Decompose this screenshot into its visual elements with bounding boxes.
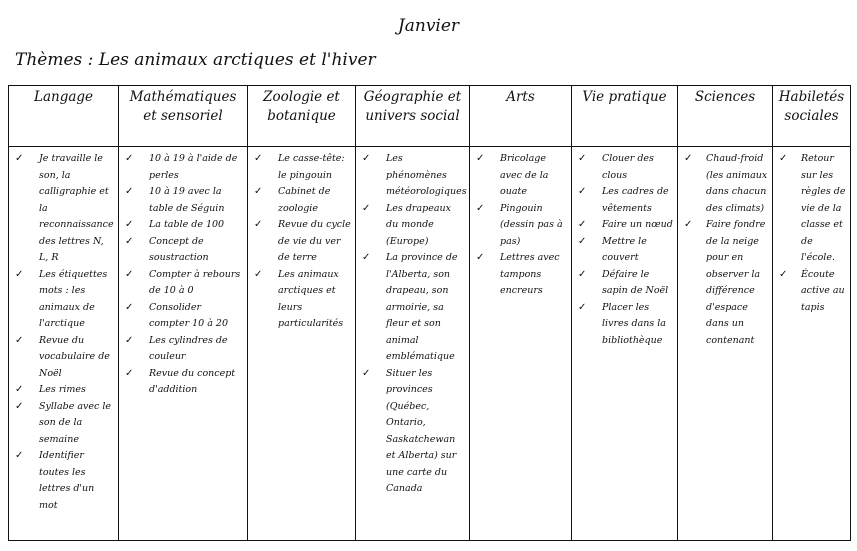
check-icon: ✓ <box>578 235 587 247</box>
list-item <box>779 151 846 267</box>
item-text: Les rimes <box>39 384 86 395</box>
list-item <box>125 267 243 300</box>
list-arts <box>476 151 567 300</box>
list-sciences <box>684 151 768 349</box>
header-langage: Langage <box>9 86 119 147</box>
item-text: Placer les livres dans la bibliothèque <box>602 301 666 346</box>
header-zoologie: Zoologie et botanique <box>248 86 356 147</box>
item-text: Cabinet de zoologie <box>278 186 331 214</box>
list-item <box>15 333 114 383</box>
check-icon: ✓ <box>476 202 485 214</box>
list-item <box>15 151 114 267</box>
item-text: Chaud-froid (les animaux dans chacun des climats) <box>706 153 768 214</box>
item-text: 10 à 19 avec la table de Séguin <box>149 186 225 214</box>
item-text: Je travaille le son, la calligraphie et la reconnaissance des lettres N, L, R <box>39 153 114 263</box>
header-geographie: Géographie et univers social <box>356 86 470 147</box>
list-item <box>362 366 465 498</box>
list-item <box>254 217 351 267</box>
item-text: La province de l'Alberta, son drapeau, son armoirie, sa fleur et son animal emblématique <box>386 252 458 362</box>
list-item <box>125 151 243 184</box>
cell-langage <box>9 147 119 541</box>
check-icon: ✓ <box>362 153 371 164</box>
item-text: Mettre le couvert <box>602 235 647 263</box>
list-item <box>125 184 243 217</box>
list-item <box>254 267 351 333</box>
list-item <box>362 151 465 201</box>
check-icon: ✓ <box>15 400 24 412</box>
item-text: Clouer des clous <box>602 153 654 181</box>
list-item <box>578 234 673 267</box>
item-text: Les animaux arctiques et leurs particularités <box>278 268 344 329</box>
header-mathematiques: Mathématiques et sensoriel <box>119 86 248 147</box>
lesson-plan-table <box>8 85 851 541</box>
list-habiletes <box>779 151 846 316</box>
item-text: 10 à 19 à l'aide de perles <box>149 153 238 181</box>
list-item <box>125 333 243 366</box>
check-icon: ✓ <box>578 301 587 313</box>
check-icon: ✓ <box>254 186 263 197</box>
check-icon: ✓ <box>476 252 485 263</box>
check-icon: ✓ <box>362 367 371 379</box>
item-text: Faire fondre de la neige pour en observer la différence d'espace dans un contenant <box>706 219 766 346</box>
check-icon: ✓ <box>476 153 485 164</box>
check-icon: ✓ <box>779 153 788 164</box>
themes-heading: Thèmes : Les animaux arctiques et l'hiver <box>15 50 376 70</box>
cell-habiletes <box>773 147 851 541</box>
check-icon: ✓ <box>125 153 134 164</box>
check-icon: ✓ <box>15 384 24 395</box>
item-text: Pingouin (dessin pas à pas) <box>500 202 563 247</box>
check-icon: ✓ <box>125 301 134 313</box>
item-text: Écoute active au tapis <box>801 268 845 313</box>
item-text: Consolider compter 10 à 20 <box>149 301 229 329</box>
check-icon: ✓ <box>125 186 134 197</box>
header-sciences: Sciences <box>678 86 773 147</box>
header-habiletes: Habiletés sociales <box>773 86 851 147</box>
list-item <box>362 201 465 251</box>
check-icon: ✓ <box>125 367 134 379</box>
list-item <box>15 382 114 399</box>
header-row <box>9 86 851 147</box>
item-text: Le casse-tête: le pingouin <box>278 153 345 181</box>
item-text: Les étiquettes mots : les animaux de l'arctique <box>39 268 108 329</box>
item-text: Retour sur les règles de vie de la classe et de l'école. <box>801 153 846 263</box>
item-text: Identifier toutes les lettres d'un mot <box>39 450 95 511</box>
cell-sciences <box>678 147 773 541</box>
list-item <box>15 399 114 449</box>
list-item <box>125 234 243 267</box>
list-item <box>125 300 243 333</box>
item-text: Les cadres de vêtements <box>602 186 669 214</box>
check-icon: ✓ <box>125 334 134 346</box>
item-text: Compter à rebours de 10 à 0 <box>149 268 241 296</box>
list-item <box>15 267 114 333</box>
list-item <box>578 267 673 300</box>
item-text: Défaire le sapin de Noël <box>602 268 669 296</box>
check-icon: ✓ <box>125 219 134 230</box>
list-item <box>578 217 673 234</box>
list-item <box>125 366 243 399</box>
list-item <box>362 250 465 366</box>
content-row <box>9 147 851 541</box>
check-icon: ✓ <box>578 268 587 280</box>
header-arts: Arts <box>470 86 572 147</box>
list-item <box>254 151 351 184</box>
cell-mathematiques <box>119 147 248 541</box>
check-icon: ✓ <box>578 219 587 230</box>
item-text: Faire un nœud <box>602 219 673 230</box>
item-text: Revue du cycle de vie du ver de terre <box>278 219 351 263</box>
list-vie-pratique <box>578 151 673 349</box>
check-icon: ✓ <box>15 334 24 346</box>
check-icon: ✓ <box>15 153 24 164</box>
list-langage <box>15 151 114 514</box>
check-icon: ✓ <box>362 202 371 214</box>
list-item <box>125 217 243 234</box>
list-item <box>254 184 351 217</box>
item-text: La table de 100 <box>149 219 225 230</box>
list-item <box>684 151 768 217</box>
check-icon: ✓ <box>254 153 263 164</box>
list-item <box>684 217 768 349</box>
cell-zoologie <box>248 147 356 541</box>
page-title: Janvier <box>397 16 460 36</box>
check-icon: ✓ <box>125 268 134 280</box>
list-item <box>578 151 673 184</box>
cell-geographie <box>356 147 470 541</box>
check-icon: ✓ <box>779 268 788 280</box>
list-zoologie <box>254 151 351 333</box>
item-text: Les phénomènes météorologiques <box>386 153 467 197</box>
list-item <box>779 267 846 317</box>
item-text: Les drapeaux du monde (Europe) <box>386 202 451 247</box>
check-icon: ✓ <box>125 235 134 247</box>
check-icon: ✓ <box>684 153 693 164</box>
item-text: Concept de soustraction <box>149 235 209 263</box>
check-icon: ✓ <box>578 153 587 164</box>
item-text: Bricolage avec de la ouate <box>500 153 549 197</box>
list-item <box>578 184 673 217</box>
check-icon: ✓ <box>15 450 24 461</box>
list-item <box>476 250 567 300</box>
list-geographie <box>362 151 465 498</box>
list-mathematiques <box>125 151 243 399</box>
cell-vie-pratique <box>572 147 678 541</box>
check-icon: ✓ <box>578 186 587 197</box>
header-vie-pratique: Vie pratique <box>572 86 678 147</box>
item-text: Revue du concept d'addition <box>149 367 236 395</box>
list-item <box>578 300 673 350</box>
check-icon: ✓ <box>15 268 24 280</box>
check-icon: ✓ <box>254 219 263 230</box>
list-item <box>476 151 567 201</box>
item-text: Revue du vocabulaire de Noël <box>39 334 110 379</box>
list-item <box>15 448 114 514</box>
check-icon: ✓ <box>684 219 693 230</box>
list-item <box>476 201 567 251</box>
item-text: Situer les provinces (Québec, Ontario, Saskatchewan et Alberta) sur une carte du Canada <box>386 367 457 494</box>
check-icon: ✓ <box>254 268 263 280</box>
cell-arts <box>470 147 572 541</box>
item-text: Syllabe avec le son de la semaine <box>39 400 111 445</box>
item-text: Les cylindres de couleur <box>149 334 228 362</box>
check-icon: ✓ <box>362 252 371 263</box>
item-text: Lettres avec tampons encreurs <box>500 252 560 296</box>
